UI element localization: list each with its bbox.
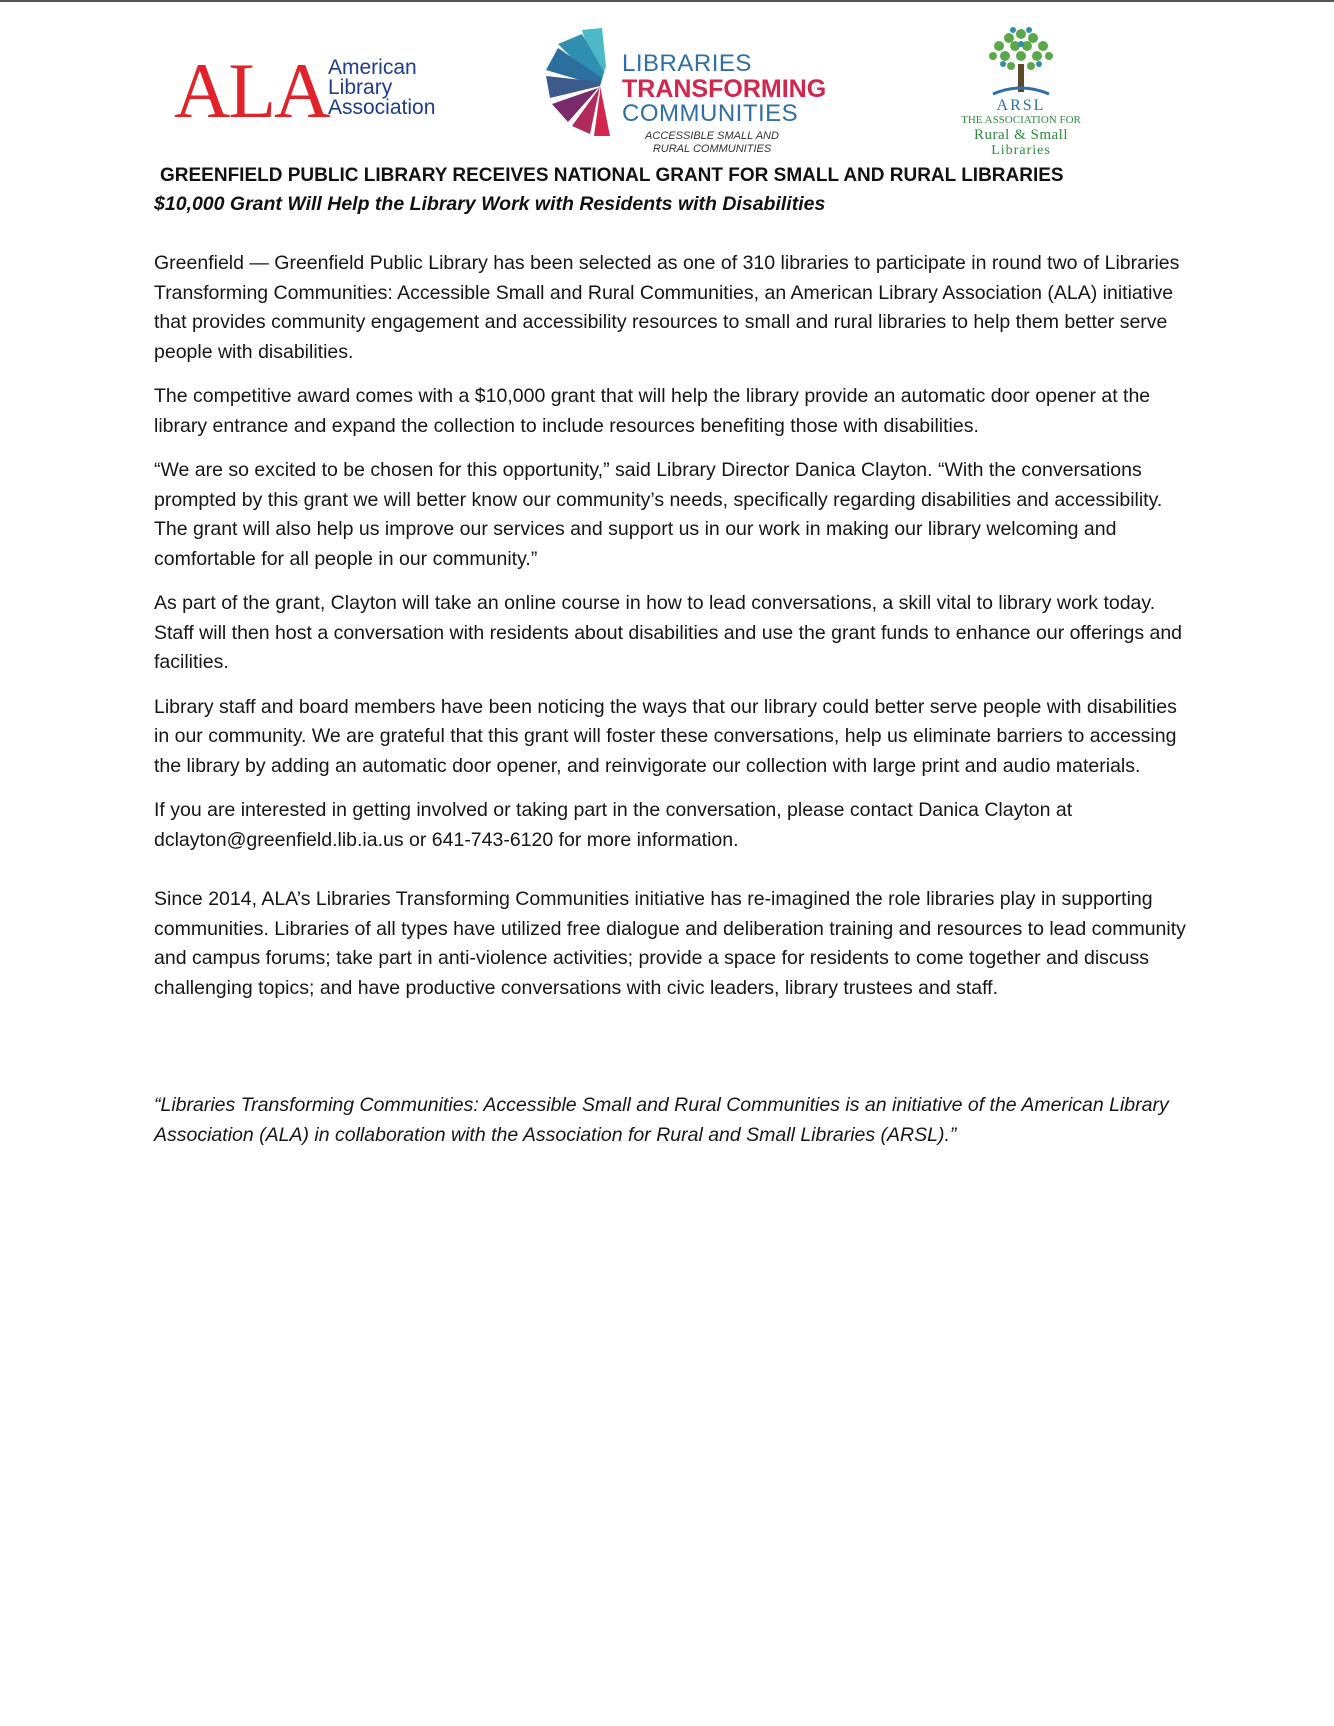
ala-logo [174, 47, 444, 134]
ala-logo-wordmark [328, 58, 435, 118]
ltc-line1: LIBRARIES [622, 50, 752, 77]
ltc-line2: TRANSFORMING [622, 75, 827, 103]
press-release-body [154, 249, 1194, 1165]
ala-logo-letters: ALA [174, 47, 329, 134]
paragraph-staff: Library staff and board members have been noticing the ways that our library could better serve people with disabilities in our community. We are grateful that this grant will foster these conversations, help us eliminate barriers to accessing the library by adding an automatic door opener, and reinvigorate our collection with large print and audio materials. [154, 695, 1177, 777]
arsl-wordmark [946, 98, 1096, 158]
paragraph-course: As part of the grant, Clayton will take an online course in how to lead conversations, a skill vital to library work today. Staff will then host a conversation with residents about disabilities and use the grant funds to enhance our offerings and facilities. [154, 592, 1183, 673]
ala-logo-line2: Library [328, 76, 393, 99]
paragraph-intro: Greenfield — Greenfield Public Library has been selected as one of 310 libraries to participate in round two of Libraries Transforming Communities: Accessible Small and Rural Communities, an American Library Association (ALA) initiative that provides community engagement and accessibility resources to small and rural libraries to help them better serve people with disabilities. [154, 252, 1180, 363]
press-release-subheadline: $10,000 Grant Will Help the Library Work with Residents with Disabilities [154, 193, 826, 215]
press-release-headline: GREENFIELD PUBLIC LIBRARY RECEIVES NATIONAL GRANT FOR SMALL AND RURAL LIBRARIES [160, 165, 1064, 186]
ltc-subtitle [622, 130, 802, 156]
paragraph-director-quote: “We are so excited to be chosen for this opportunity,” said Library Director Danica Clayton. “With the conversations prompted by this grant we will better know our community’s needs, specifically regarding disabilities and accessibility. The grant will also help us improve our services and support us in our work in making our library welcoming and comfortable for all people in our community.” [154, 459, 1163, 570]
arsl-line3: Libraries [991, 143, 1051, 158]
ltc-line3: COMMUNITIES [622, 100, 799, 127]
ltc-fan-icon [544, 26, 624, 138]
ala-logo-line3: Association [328, 96, 436, 119]
arsl-abbr: ARSL [996, 97, 1046, 114]
paragraph-grant: The competitive award comes with a $10,000 grant that will help the library provide an automatic door opener at the library entrance and expand the collection to include resources benefiting those with disabilities. [154, 385, 1151, 437]
ltc-wordmark [622, 52, 842, 156]
page-top-border [0, 0, 1334, 2]
ltc-subtitle-line2: RURAL COMMUNITIES [652, 143, 772, 155]
arsl-logo [946, 24, 1096, 158]
arsl-line2: Rural & Small [974, 127, 1068, 143]
tree-icon [983, 24, 1059, 100]
ltc-subtitle-line1: ACCESSIBLE SMALL AND [645, 130, 779, 142]
ala-logo-line1: American [328, 56, 417, 79]
paragraph-contact: If you are interested in getting involved or taking part in the conversation, please contact Danica Clayton at dclayton@greenfield.lib.ia.us or 641-743-6120 for more information. [154, 799, 1073, 851]
paragraph-credit: “Libraries Transforming Communities: Accessible Small and Rural Communities is an initiative of the American Library Association (ALA) in collaboration with the Association for Rural and Small Libraries (ARSL).” [154, 1094, 1169, 1146]
ltc-logo [544, 26, 844, 155]
arsl-line1: THE ASSOCIATION FOR [961, 114, 1081, 126]
paragraph-ltc-history: Since 2014, ALA’s Libraries Transforming Communities initiative has re-imagined the role libraries play in supporting communities. Libraries of all types have utilized free dialogue and deliberation training and resources to lead community and campus forums; take part in anti-violence activities; provide a space for residents to come together and discuss challenging topics; and have productive conversations with civic leaders, library trustees and staff. [154, 888, 1186, 999]
